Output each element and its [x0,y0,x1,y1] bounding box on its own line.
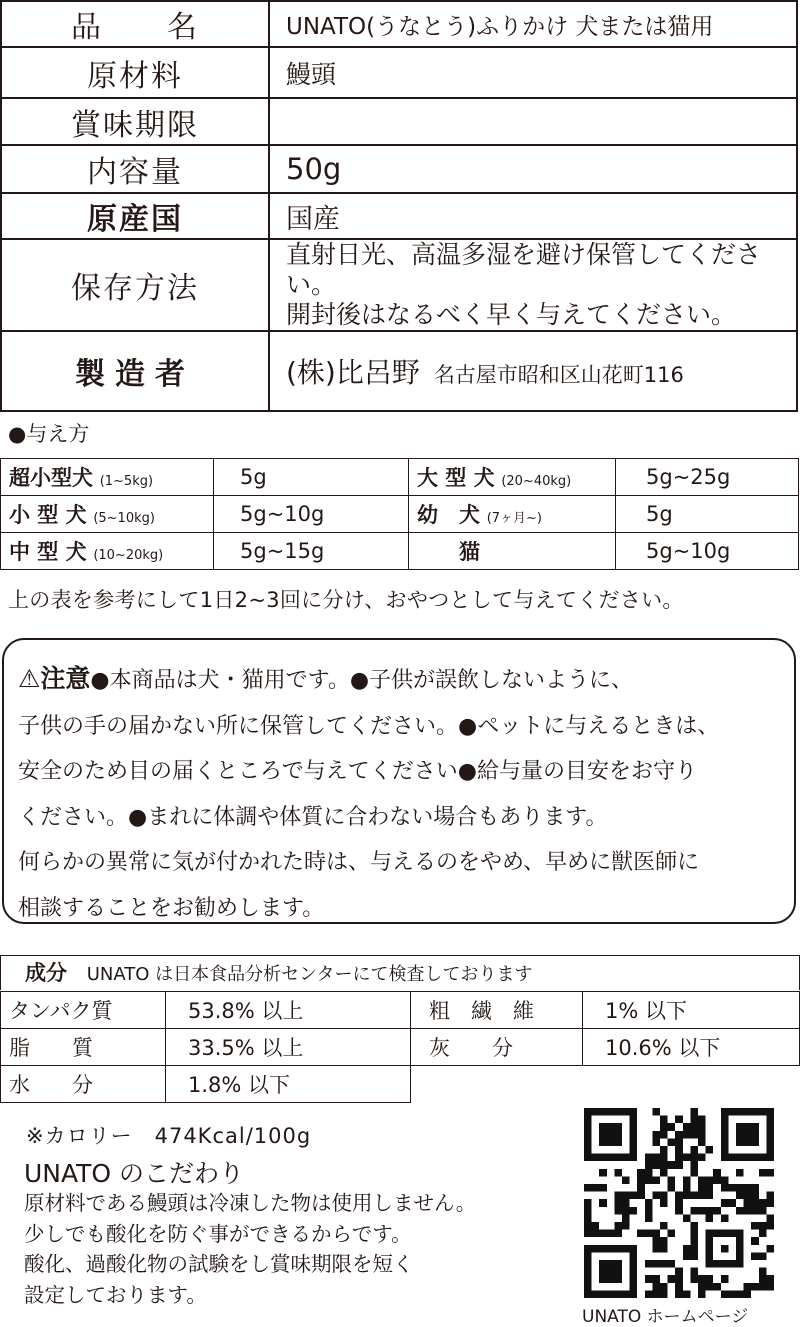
weight-range: (5~10kg) [93,511,155,526]
composition-subtitle: UNATO は日本食品分析センターにて検査しております [86,964,533,985]
caution-line: 相談することをお勧めします。 [18,895,325,921]
feed-cell-label [1,533,214,570]
product-info-table [0,0,798,412]
comp-label: 粗 繊 維 [411,992,583,1029]
size-label: 幼 犬 [417,503,480,527]
best-before-value [269,98,797,145]
maker-label: 製造者 [1,331,269,411]
table-row [1,992,800,1029]
best-before-label: 賞味期限 [1,98,269,145]
table-row [1,533,799,570]
commitment-line: 酸化、過酸化物の試験をし賞味期限を短く [24,1252,414,1276]
storage-line-1: 直射日光、高温多湿を避け保管してください。 [286,240,762,299]
commitment-line: 原材料である鰻頭は冷凍した物は使用しません。 [24,1191,477,1215]
weight-range: (20~40kg) [501,474,572,489]
comp-label: 水 分 [1,1066,166,1103]
feed-cell-amount: 5g [616,496,799,533]
content-label: 内容量 [1,145,269,193]
table-row [1,1029,800,1066]
feed-cell-amount: 5g~10g [616,533,799,570]
table-row [1,459,799,496]
maker-address: 名古屋市昭和区山花町116 [433,363,684,387]
caution-title: ⚠注意 [18,664,91,693]
comp-value: 53.8% 以上 [166,992,411,1029]
storage-line-2: 開封後はなるべく早く与えてください。 [286,300,737,329]
caution-line: 子供の手の届かない所に保管してください。●ペットに与えるときは、 [18,713,720,739]
caution-line [18,656,780,704]
feed-cell-label [409,533,616,570]
size-label: 小 型 犬 [9,503,87,527]
caution-line: 安全のため目の届くところで与えてください●給与量の目安をお守り [18,759,697,784]
origin-value: 国産 [269,193,797,239]
feed-cell-amount: 5g~10g [214,496,409,533]
name-value: UNATO(うなとう)ふりかけ 犬または猫用 [269,1,797,47]
size-label: 中 型 犬 [9,540,87,564]
table-row [1,1066,800,1103]
qr-code-icon[interactable] [584,1108,774,1298]
comp-value: 33.5% 以上 [166,1029,411,1066]
comp-label: タンパク質 [1,992,166,1029]
caution-text: ●本商品は犬・猫用です。●子供が誤飲しないように、 [90,668,634,693]
feed-cell-amount: 5g~15g [214,533,409,570]
empty-cell [583,1066,800,1103]
ingredients-value: 鰻頭 [269,47,797,98]
caution-box [2,638,796,924]
ingredients-label: 原材料 [1,47,269,98]
table-row [1,496,799,533]
maker-value [269,331,797,411]
name-label: 品 名 [1,1,269,47]
feeding-heading: ●与え方 [8,422,90,446]
origin-label: 原産国 [1,193,269,239]
size-label: 超小型犬 [9,466,93,490]
comp-value: 1% 以下 [583,992,800,1029]
feed-cell-label [1,459,214,496]
commitment-text [24,1188,476,1310]
commitment-line: 少しでも酸化を防ぐ事ができるからです。 [24,1221,412,1246]
empty-cell [411,1066,583,1103]
commitment-line: 設定しております。 [24,1282,207,1307]
size-label: 大 型 犬 [417,466,495,490]
qr-caption: UNATO ホームページ [582,1307,749,1327]
commitment-title: UNATO のこだわり [24,1159,245,1188]
feed-cell-amount: 5g [214,459,409,496]
comp-label: 灰 分 [411,1029,583,1066]
calorie: ※カロリー 474Kcal/100g [26,1124,312,1148]
caution-line: 何らかの異常に気が付かれた時は、与えるのをやめ、早めに獣医師に [18,850,700,875]
storage-value [269,239,797,331]
feed-cell-label [1,496,214,533]
weight-range: (10~20kg) [93,548,164,563]
feeding-table [0,458,799,570]
caution-line: ください。●まれに体調や体質に合わない場合もあります。 [18,804,608,830]
storage-label: 保存方法 [1,239,269,331]
feed-cell-amount: 5g~25g [616,459,799,496]
content-value: 50g [269,145,797,193]
size-label: 猫 [459,540,480,564]
maker-name: (株)比呂野 [286,356,420,389]
feed-cell-label [409,496,616,533]
feeding-note: 上の表を参考にして1日2~3回に分け、おやつとして与えてください。 [8,588,684,612]
composition-title: 成分 [25,961,67,985]
comp-value: 1.8% 以下 [166,1066,411,1103]
composition-table [0,991,800,1103]
feed-cell-label [409,459,616,496]
composition-header [0,955,800,990]
comp-label: 脂 質 [1,1029,166,1066]
weight-range: (1~5kg) [99,474,154,489]
comp-value: 10.6% 以下 [583,1029,800,1066]
weight-range: (7ヶ月~) [486,511,542,526]
